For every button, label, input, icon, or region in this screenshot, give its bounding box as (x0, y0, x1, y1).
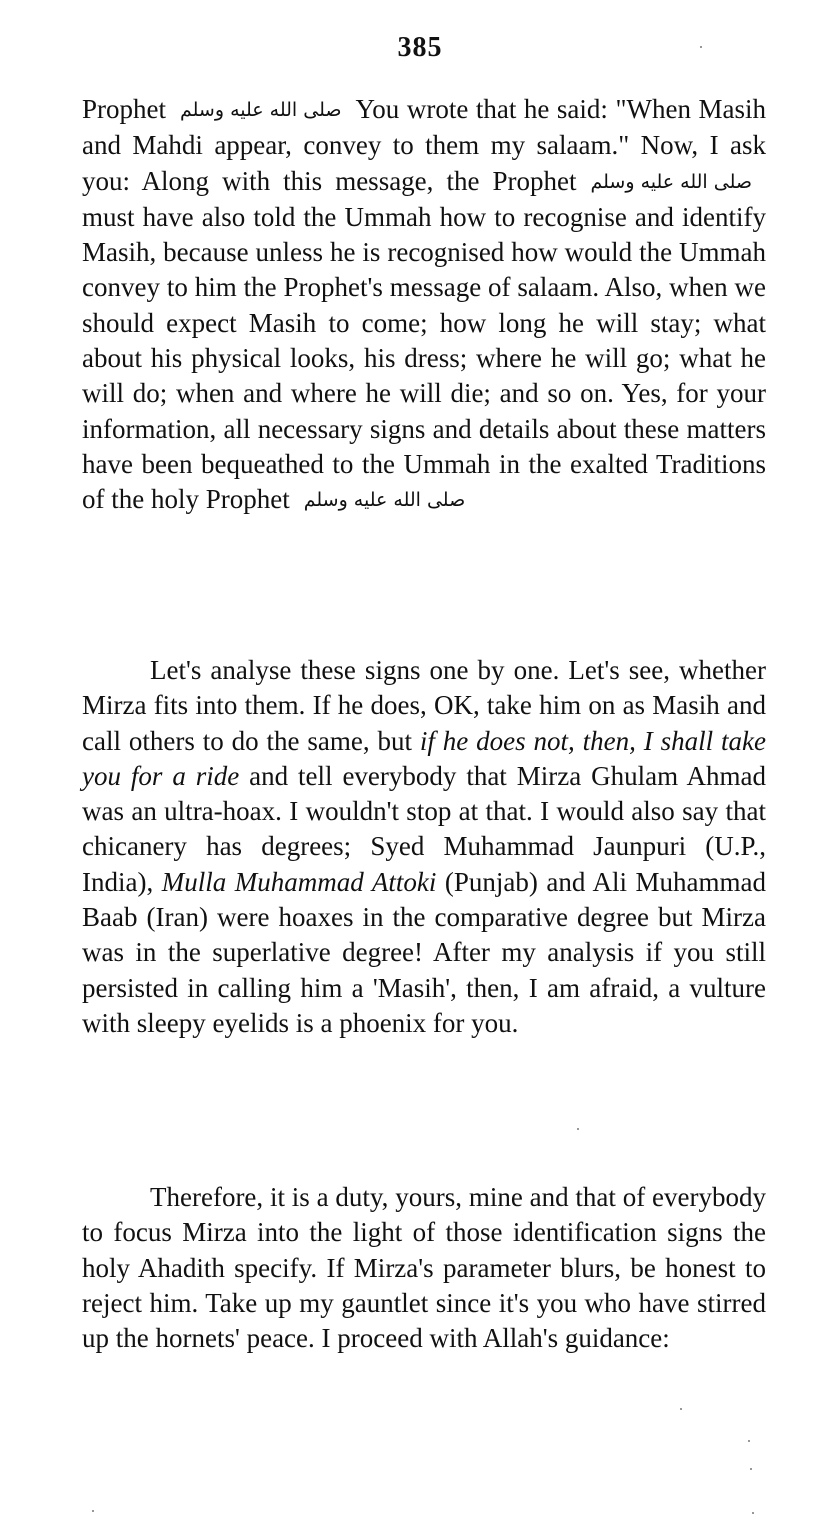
paragraph-duty (82, 1180, 766, 1356)
paragraph-analyse-signs (82, 653, 766, 1041)
scan-speck (750, 1468, 752, 1470)
paragraph-2-text-a: Let's analyse these signs one by one. Let's see, whether Mirza fits into them. If he does, OK, take him on as Masih and call others to do the same, but (82, 655, 766, 756)
page-number: 385 (397, 32, 443, 63)
scan-speck (700, 46, 702, 48)
paragraph-3-text: Therefore, it is a duty, yours, mine and that of everybody to focus Mirza into the light of those identification signs the holy Ahadith specify. If Mirza's parameter blurs, be honest to reject him. Take up my gauntlet since it's you who have stirred up the hornets' peace. I proceed with Allah's guidance: (82, 1182, 766, 1354)
honorific-arabic-3: صلى الله عليه وسلم (303, 489, 466, 512)
scan-speck (680, 1408, 682, 1410)
paragraph-2-text-c: (Punjab) and Ali Muhammad Baab (Iran) were hoaxes in the comparative degree but Mirza was in the superlative degree! After my analysis if you still persisted in calling him a 'Masih', then, I am afraid, a vulture with sleepy eyelids is a phoenix for you. (82, 866, 766, 1038)
paragraph-1-text-b: You wrote that he said: "When Masih and Mahdi appear, convey to them my salaam." Now, I ask you: Along with this message, the Prophet (82, 94, 766, 196)
paragraph-1-text-a: Prophet (82, 94, 166, 124)
scan-speck (577, 1128, 579, 1130)
honorific-arabic-1: صلى الله عليه وسلم (180, 99, 342, 121)
paragraph-prophet-message (82, 92, 766, 519)
paragraph-2-italic-b: Mulla Muhammad Attoki (161, 866, 437, 897)
scan-speck (92, 1510, 94, 1512)
paragraph-2-text-b: and tell everybody that Mirza Ghulam Ahmad was an ultra-hoax. I wouldn't stop at that. I would also say that chicanery has degrees; Syed Muhammad Jaunpuri (U.P., India), (82, 760, 766, 897)
honorific-arabic-2: صلى الله عليه وسلم (590, 170, 752, 193)
paragraph-2-italic-a: if he does not, then, I shall take you for a ride (82, 725, 767, 791)
scan-speck (752, 1512, 754, 1514)
paragraph-1-text-c: must have also told the Ummah how to recognise and identify Masih, because unless he is recognised how would the Ummah convey to him the Prophet's message of salaam. Also, when we should expect Masih to come; how long he will stay; what about his physical looks, his dress; where he will go; what he will do; when and where he will die; and so on. Yes, for your information, all necessary signs and details about these matters have been bequeathed to the Ummah in the exalted Traditions of the holy Prophet (82, 201, 766, 515)
scan-speck (748, 1440, 750, 1442)
